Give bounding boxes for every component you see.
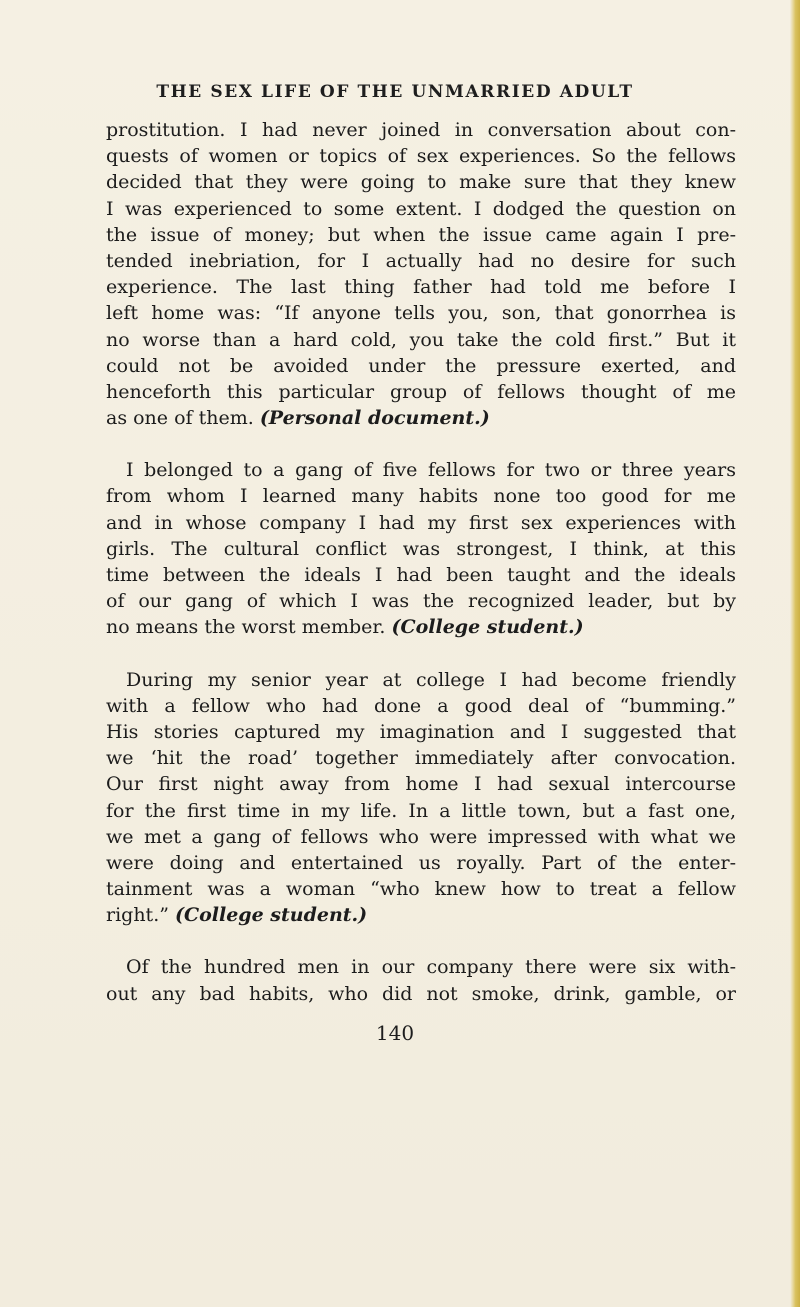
text-line: out any bad habits, who did not smoke, drink, gamble, or <box>106 982 736 1005</box>
source-citation: (Personal document.) <box>259 407 490 430</box>
running-head: THE SEX LIFE OF THE UNMARRIED ADULT <box>156 82 634 102</box>
text-line: henceforth this particular group of fellows thought of me <box>106 380 736 403</box>
body-text <box>106 117 736 1007</box>
text-line: His stories captured my imagination and I suggested that <box>106 720 736 743</box>
text-line: left home was: “If anyone tells you, son, that gonorrhea is <box>106 302 736 325</box>
text-line: and in whose company I had my first sex experiences with <box>106 511 736 534</box>
text-line: the issue of money; but when the issue came again I pre- <box>106 223 736 246</box>
text-line: Of the hundred men in our company there were six with- <box>126 956 736 979</box>
text-line <box>106 902 736 928</box>
text-line: we met a gang of fellows who were impressed with what we <box>106 825 736 848</box>
text-fragment: as one of them. <box>106 407 254 430</box>
text-fragment: right.” <box>106 904 169 927</box>
text-line <box>106 614 736 640</box>
paragraph-gap <box>106 431 736 457</box>
text-line: girls. The cultural conflict was strongest, I think, at this <box>106 537 736 560</box>
text-line: During my senior year at college I had become friendly <box>126 668 736 691</box>
page-number: 140 <box>375 1021 415 1045</box>
paragraph <box>106 954 736 1006</box>
text-line <box>106 405 736 431</box>
text-line: Our first night away from home I had sexual intercourse <box>106 773 736 796</box>
text-line: I was experienced to some extent. I dodged the question on <box>106 197 736 220</box>
text-line: tended inebriation, for I actually had no desire for such <box>106 249 736 272</box>
text-line: could not be avoided under the pressure exerted, and <box>106 354 736 377</box>
text-line: decided that they were going to make sure that they knew <box>106 171 736 194</box>
paragraph <box>106 117 736 431</box>
text-line: quests of women or topics of sex experiences. So the fellows <box>106 145 736 168</box>
text-line: tainment was a woman “who knew how to treat a fellow <box>106 878 736 901</box>
page-edge-binding <box>790 0 800 1307</box>
text-line: for the first time in my life. In a little town, but a fast one, <box>106 799 736 822</box>
source-citation: (College student.) <box>391 616 584 639</box>
paragraph-gap <box>106 641 736 667</box>
source-citation: (College student.) <box>175 904 368 927</box>
paragraph-gap <box>106 928 736 954</box>
text-fragment: no means the worst member. <box>106 616 386 639</box>
text-line: I belonged to a gang of five fellows for two or three years <box>126 459 736 482</box>
text-line: with a fellow who had done a good deal of “bumming.” <box>106 694 736 717</box>
text-line: from whom I learned many habits none too good for me <box>106 485 736 508</box>
text-line: were doing and entertained us royally. Part of the enter- <box>106 851 736 874</box>
text-line: experience. The last thing father had told me before I <box>106 276 736 299</box>
text-line: time between the ideals I had been taught and the ideals <box>106 564 736 586</box>
paragraph <box>106 667 736 929</box>
text-line: we ‘hit the road’ together immediately after convocation. <box>106 747 736 770</box>
paragraph <box>106 457 736 640</box>
text-line: no worse than a hard cold, you take the cold first.” But it <box>106 328 736 351</box>
text-line: of our gang of which I was the recognized leader, but by <box>106 590 736 613</box>
text-line: prostitution. I had never joined in conversation about con- <box>106 119 736 141</box>
